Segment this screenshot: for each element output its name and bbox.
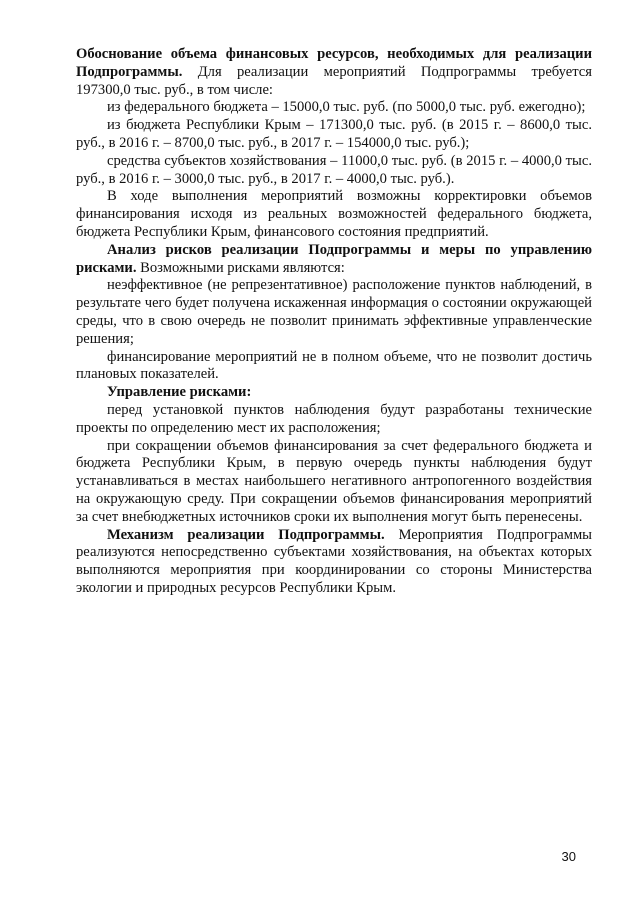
funding-item-entities: средства субъектов хозяйствования – 11000,0 тыс. руб. (в 2015 г. – 4000,0 тыс. руб., в 2016 г. – 3000,0 тыс. руб., в 2017 г. – 4000,0 тыс. руб.). [76,152,592,187]
document-body [76,46,592,598]
funding-item-federal: из федерального бюджета – 15000,0 тыс. руб. (по 5000,0 тыс. руб. ежегодно); [107,99,586,116]
risks-intro: Возможными рисками являются: [136,259,345,276]
risks-heading: Анализ рисков реализации Подпрограммы и меры по управлению рисками. [76,241,592,276]
mechanism-text: Мероприятия Подпрограммы реализуются непосредственно субъектами хозяйствования, на объектах которых выполняются мероприятия при координировании со стороны Министерства экологии и природных ресурсов Республики Крым. [76,526,592,596]
risk-management-item-priorities: при сокращении объемов финансирования за счет федерального бюджета и бюджета Республики Крым, в первую очередь пункты наблюдения будут устанавливаться в местах наибольшего негативного антропогенного воздействия на окружающую среду. При сокращении объемов финансирования мероприятий за счет внебюджетных источников сроки их выполнения могут быть перенесены. [76,437,592,525]
page-number: 30 [561,849,576,864]
risk-management-heading-paragraph [76,384,592,402]
risk-management-item-projects: перед установкой пунктов наблюдения будут разработаны технические проекты по определению мест их расположения; [76,401,592,436]
funding-paragraph [76,46,592,99]
mechanism-heading: Механизм реализации Подпрограммы. [107,526,385,543]
funding-heading: Обоснование объема финансовых ресурсов, необходимых для реализации Подпрограммы. [76,46,592,80]
funding-intro: Для реализации мероприятий Подпрограммы требуется 197300,0 тыс. руб., в том числе: [76,63,592,98]
risk-item-funding: финансирование мероприятий не в полном объеме, что не позволит достичь плановых показателей. [76,348,592,383]
risks-paragraph [76,242,592,278]
mechanism-paragraph [76,527,592,598]
risk-management-heading: Управление рисками: [107,384,252,401]
risk-item-placement: неэффективное (не репрезентативное) расположение пунктов наблюдений, в результате чего будет получена искаженная информация о состоянии окружающей среды, что в свою очередь не позволит принимать эффективные управленческие решения; [76,277,592,347]
funding-note: В ходе выполнения мероприятий возможны корректировки объемов финансирования исходя из реальных возможностей федерального бюджета, бюджета Республики Крым, финансового состояния предприятий. [76,188,592,240]
funding-item-crimea: из бюджета Республики Крым – 171300,0 тыс. руб. (в 2015 г. – 8600,0 тыс. руб., в 2016 г. – 8700,0 тыс. руб., в 2017 г. – 154000,0 тыс. руб.); [76,117,592,151]
